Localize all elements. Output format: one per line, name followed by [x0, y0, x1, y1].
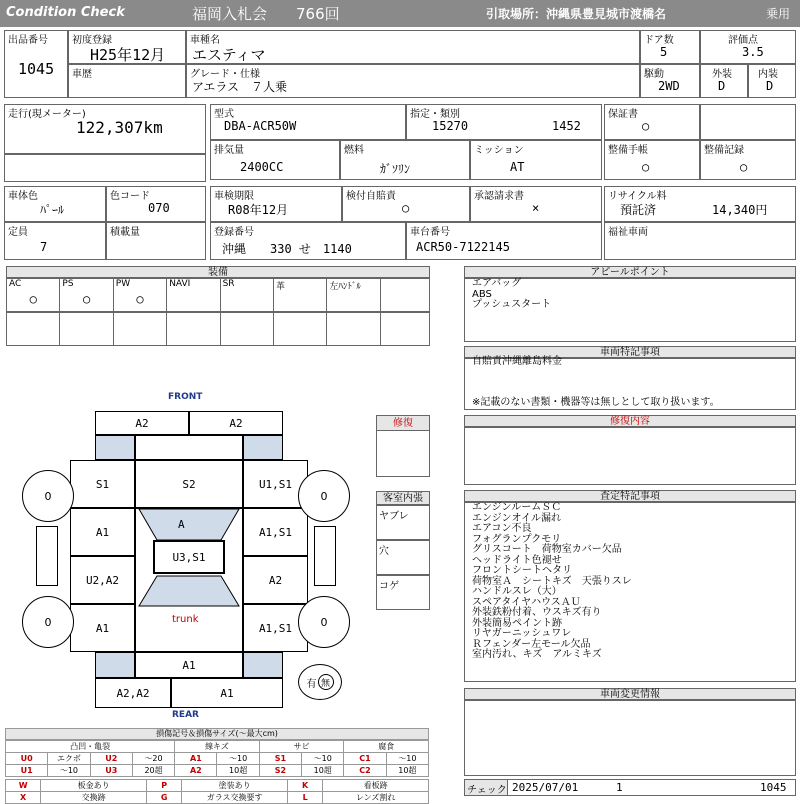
pickup-location: 引取場所：沖縄県豊見城市渡橋名 [486, 7, 667, 21]
listing-no: 1045 [18, 60, 55, 78]
reg-no-label: 登録番号 [214, 227, 254, 238]
legend-desc: エクボ [48, 753, 90, 765]
legend-code: P [147, 780, 182, 792]
equipment-item-label: 革 [276, 282, 286, 292]
repair-box [464, 427, 796, 485]
trunk-label: trunk [172, 614, 199, 625]
front-left-corner [95, 435, 135, 460]
check-date: 2025/07/01 [512, 781, 579, 794]
legend-groups [6, 741, 429, 753]
interior-panel-item [376, 540, 430, 575]
a1s1-right-cell: A1,S1 [243, 508, 308, 556]
a1s1-lower-right-cell: A1,S1 [243, 604, 308, 652]
vehicle-class: 乗用 [766, 7, 791, 21]
equipment-item-label: SR [222, 279, 235, 289]
grade-label: グレード・仕様 [190, 69, 260, 80]
capacity: 7 [40, 240, 48, 254]
first-reg: H25年12月 [90, 46, 166, 64]
equipment-item [166, 278, 220, 312]
legend-code: S1 [259, 753, 301, 765]
listing-no-label: 出品番号 [8, 35, 48, 46]
interior-panel-item [376, 575, 430, 610]
appeal-title: アピールポイント [464, 266, 796, 278]
equipment-item [113, 278, 167, 312]
interior-label: 内装 [758, 69, 778, 80]
auction-name: 福岡入札会 [192, 5, 268, 23]
tire-rear-left: 0 [22, 596, 74, 648]
warranty-extra-box [700, 104, 796, 140]
equipment-item [6, 278, 60, 312]
tire-front-right: 0 [298, 470, 350, 522]
equipment-item [220, 278, 274, 312]
legend-table [5, 740, 429, 777]
front-label: FRONT [168, 392, 203, 402]
car-name: エスティマ [192, 46, 266, 64]
equipment-item-mark: ○ [82, 292, 91, 306]
equipment-item-label: 左ﾊﾝﾄﾞﾙ [329, 282, 361, 292]
rear-label: REAR [172, 710, 199, 720]
displacement-label: 排気量 [214, 145, 244, 156]
legend-desc: ～10 [48, 765, 90, 777]
special-title: 車両特記事項 [464, 346, 796, 358]
equipment-extra [380, 312, 430, 346]
equipment-extra [380, 278, 430, 312]
s1-left-cell: S1 [70, 460, 135, 508]
a2a2-cell: A2,A2 [95, 678, 171, 708]
a1-bottom-right-cell: A1 [171, 678, 283, 708]
legend-row [6, 765, 429, 777]
category: 1452 [552, 119, 581, 133]
model: DBA-ACR50W [224, 119, 297, 133]
legend-code: A2 [175, 765, 217, 777]
first-reg-label: 初度登録 [72, 35, 112, 46]
legend-row [6, 753, 429, 765]
legend-group: 凸凹・亀裂 [6, 741, 175, 753]
score-label: 評価点 [728, 35, 758, 46]
doors: 5 [660, 45, 668, 59]
welfare-label: 福祉車両 [608, 227, 648, 238]
interior-panel-item-label: コゲ [379, 581, 399, 592]
mirror-left [36, 526, 58, 586]
recycle-label: リサイクル料 [608, 191, 667, 202]
capacity-label: 定員 [8, 227, 28, 238]
color-code-label: 色コード [110, 191, 150, 202]
mileage-sub-box [4, 154, 206, 182]
repair-title: 修復内容 [464, 415, 796, 427]
equipment-item-empty [326, 312, 380, 346]
mirror-right [314, 526, 336, 586]
equipment-item-empty [166, 312, 220, 346]
rear-window [139, 576, 239, 606]
manual: ○ [642, 160, 650, 174]
windshield [139, 509, 239, 540]
repair-tag: 修復 [376, 415, 430, 431]
legend-desc: 板金あり [41, 780, 147, 792]
legend-title: 損傷記号＆損傷サイズ(～最大cm) [5, 728, 429, 740]
appeal-text: エアバッグ ABS プッシュスタート [472, 278, 552, 310]
warranty: ○ [642, 119, 650, 133]
legend-group: サビ [259, 741, 344, 753]
inspector-text: エンジンルームＳＣ エンジンオイル漏れ エアコン不良 フォグランプクモリ グリスコート 荷物室カバー欠品 ヘッドライト色褪せ フロントシートヘタリ 荷物室Ａ シートキズ 天張りスレ ハンドルスレ（大） スペアタイヤハウスＡＵ 外装鉄粉付着、ウスキズ有り 外装簡易ペイント跡 リヤガーニッシュワレ Ｒフェンダー左モール欠品 室内汚れ、キズ アルミキズ [472, 502, 632, 660]
equipment-item-empty [59, 312, 113, 346]
a2-mid-right-cell: A2 [243, 556, 308, 604]
rear-right-corner [243, 652, 283, 678]
legend-desc: ガラス交換要す [182, 792, 288, 804]
u2a2-left-cell: U2,A2 [70, 556, 135, 604]
mileage: 122,307km [76, 118, 163, 137]
change-box [464, 700, 796, 776]
a1-bottom-mid-cell: A1 [135, 652, 243, 678]
legend-code: U3 [90, 765, 132, 777]
doors-label: ドア数 [644, 35, 674, 46]
reg-no: 沖縄 330 せ 1140 [222, 242, 352, 256]
inspection: R08年12月 [228, 203, 289, 217]
equipment-item-label: PW [115, 279, 131, 289]
interior-panel-item-label: 穴 [379, 546, 389, 557]
a-cell-label: A [178, 518, 185, 531]
u3s1-cell: U3,S1 [153, 540, 225, 574]
mission-label: ミッション [474, 145, 524, 156]
legend-code: U0 [6, 753, 48, 765]
equipment-title: 装備 [6, 266, 430, 278]
warranty-label: 保証書 [608, 109, 638, 120]
special-note: ※記載のない書類・機器等は無しとして取り扱います。 [472, 397, 720, 408]
rear-left-corner [95, 652, 135, 678]
legend-code: U1 [6, 765, 48, 777]
spare-tire [298, 664, 342, 700]
approval-label: 承認請求書 [474, 191, 524, 202]
equipment-item-label: PS [62, 279, 74, 289]
interior-panel-item [376, 505, 430, 540]
legend-code: A1 [175, 753, 217, 765]
designation-label: 指定・類別 [410, 109, 460, 120]
interior-panel-item-label: ヤブレ [379, 511, 409, 522]
self-inspect: ○ [402, 201, 410, 215]
legend-code: W [6, 780, 41, 792]
grade: アエラス ７人乗 [192, 80, 288, 94]
legend-desc: 20超 [132, 765, 174, 777]
approval: × [532, 201, 540, 215]
mileage-label: 走行(現メーター) [8, 109, 86, 120]
legend-code: L [288, 792, 323, 804]
displacement: 2400CC [240, 160, 284, 174]
legend-row [6, 780, 429, 792]
legend-code: C2 [344, 765, 386, 777]
legend-code: C1 [344, 753, 386, 765]
legend-desc: ～10 [386, 753, 428, 765]
fuel-label: 燃料 [344, 145, 364, 156]
legend-desc: 塗装あり [182, 780, 288, 792]
manual-label: 整備手帳 [608, 145, 648, 156]
legend-code: S2 [259, 765, 301, 777]
legend-desc: 看板跡 [323, 780, 429, 792]
chassis-label: 車台番号 [410, 227, 450, 238]
check-no: 1045 [760, 781, 787, 794]
recycle-status: 預託済 [620, 203, 657, 217]
history-label: 車歴 [72, 69, 92, 80]
self-inspect-label: 検付自賠責 [346, 191, 396, 202]
legend-desc: ～20 [132, 753, 174, 765]
front-right-corner [243, 435, 283, 460]
color-code: 070 [148, 201, 170, 215]
legend-group: 線キズ [175, 741, 260, 753]
legend [5, 728, 429, 804]
equipment-item-empty [273, 312, 327, 346]
legend-code: G [147, 792, 182, 804]
equipment-item [273, 278, 327, 312]
color-label: 車体色 [8, 191, 38, 202]
legend-table-2 [5, 779, 429, 804]
roof-glass [135, 508, 243, 652]
maint-label: 整備記録 [704, 145, 744, 156]
maint: ○ [740, 160, 748, 174]
mission: AT [510, 160, 525, 174]
legend-desc: 交換跡 [41, 792, 147, 804]
tire-front-left: 0 [22, 470, 74, 522]
exterior-grade: D [718, 79, 726, 93]
inspector-title: 査定特記事項 [464, 490, 796, 502]
fuel: ｶﾞｿﾘﾝ [380, 162, 411, 176]
legend-desc: 10超 [386, 765, 428, 777]
color: ﾊﾟｰﾙ [40, 203, 65, 217]
s2-cell: S2 [135, 460, 243, 508]
equipment-item-empty [113, 312, 167, 346]
legend-code: U2 [90, 753, 132, 765]
lot-round: 766回 [296, 5, 340, 23]
equipment-item-label: NAVI [169, 279, 191, 289]
legend-desc: 10超 [302, 765, 344, 777]
legend-row [6, 792, 429, 804]
u1s1-right-cell: U1,S1 [243, 460, 308, 508]
load-label: 積載量 [110, 227, 140, 238]
drive: 2WD [658, 79, 680, 93]
score: 3.5 [742, 45, 764, 59]
legend-code: K [288, 780, 323, 792]
tire-rear-right: 0 [298, 596, 350, 648]
spare-mark: 無 [318, 674, 334, 690]
interior-grade: D [766, 79, 774, 93]
equipment-item-empty [6, 312, 60, 346]
recycle-fee: 14,340円 [712, 203, 768, 217]
equipment-item-label: AC [9, 279, 22, 289]
chassis: ACR50-7122145 [416, 240, 510, 254]
legend-desc: ～10 [302, 753, 344, 765]
designation: 15270 [432, 119, 469, 133]
car-name-label: 車種名 [190, 35, 220, 46]
spare-label: 有 [306, 678, 317, 690]
legend-code: X [6, 792, 41, 804]
legend-desc: ～10 [217, 753, 259, 765]
inspection-label: 車検期限 [214, 191, 254, 202]
a2-right-cell: A2 [189, 411, 283, 435]
equipment-item [59, 278, 113, 312]
model-label: 型式 [214, 109, 234, 120]
front-center [135, 435, 243, 460]
interior-panel-title: 客室内張 [376, 491, 430, 505]
equipment-item [326, 278, 380, 312]
exterior-label: 外装 [712, 69, 732, 80]
equipment-item-mark: ○ [136, 292, 144, 306]
equipment-item-mark: ○ [29, 292, 37, 306]
check-count: 1 [616, 781, 623, 794]
drive-label: 駆動 [644, 69, 664, 80]
check-label: チェック [467, 785, 507, 796]
legend-group: 腐食 [344, 741, 429, 753]
equipment-item-empty [220, 312, 274, 346]
a2-left-cell: A2 [95, 411, 189, 435]
a1-lower-left-cell: A1 [70, 604, 135, 652]
logo: Condition Check [6, 5, 125, 20]
change-title: 車両変更情報 [464, 688, 796, 700]
a1-left-cell: A1 [70, 508, 135, 556]
legend-desc: 10超 [217, 765, 259, 777]
legend-desc: レンズ割れ [323, 792, 429, 804]
special-text: 自賠責沖縄離島料金 [472, 356, 562, 367]
